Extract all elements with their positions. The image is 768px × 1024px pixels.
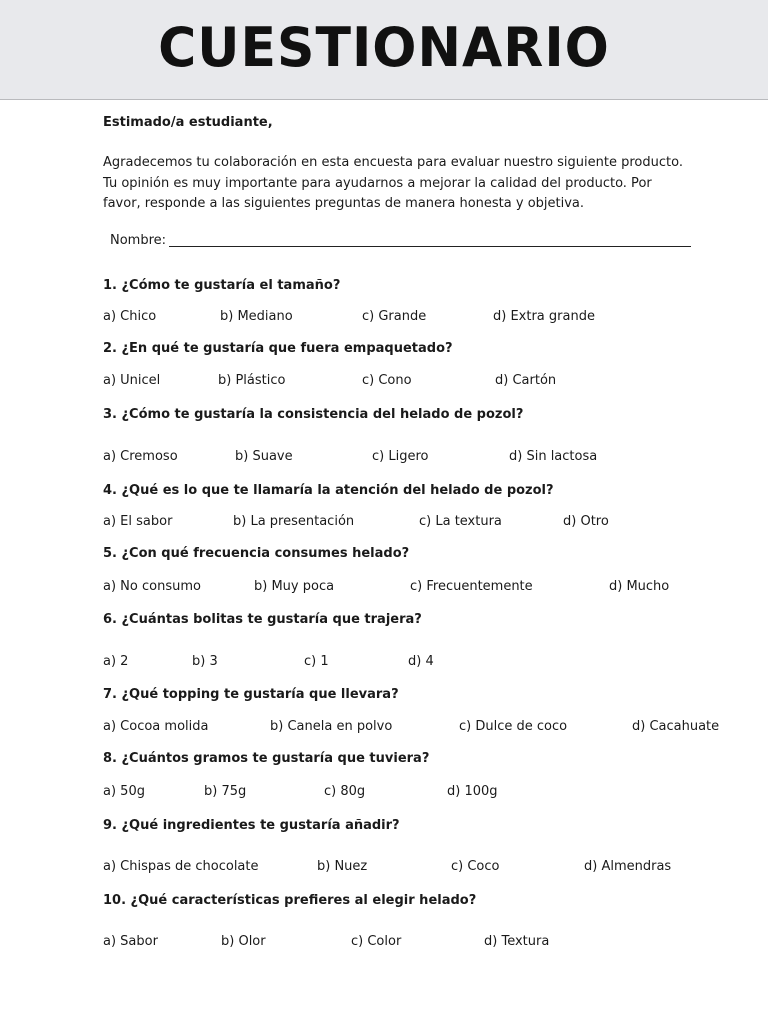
option-5d[interactable]: d) Mucho	[609, 579, 670, 594]
option-2c[interactable]: c) Cono	[362, 373, 412, 388]
option-8b[interactable]: b) 75g	[204, 784, 247, 799]
question-1: 1. ¿Cómo te gustaría el tamaño?	[103, 278, 341, 293]
option-4c[interactable]: c) La textura	[419, 514, 502, 529]
option-6d[interactable]: d) 4	[408, 654, 434, 669]
option-10b[interactable]: b) Olor	[221, 934, 266, 949]
option-7d[interactable]: d) Cacahuate	[632, 719, 720, 734]
option-10c[interactable]: c) Color	[351, 934, 402, 949]
option-3b[interactable]: b) Suave	[235, 449, 293, 464]
option-6a[interactable]: a) 2	[103, 654, 129, 669]
greeting: Estimado/a estudiante,	[103, 115, 273, 130]
option-1a[interactable]: a) Chico	[103, 309, 157, 324]
question-6: 6. ¿Cuántas bolitas te gustaría que trajera?	[103, 612, 422, 627]
question-8: 8. ¿Cuántos gramos te gustaría que tuviera?	[103, 751, 430, 766]
page-title: CUESTIONARIO	[158, 16, 610, 80]
header-banner	[0, 0, 768, 100]
option-5b[interactable]: b) Muy poca	[254, 579, 335, 594]
option-1c[interactable]: c) Grande	[362, 309, 427, 324]
option-2d[interactable]: d) Cartón	[495, 373, 557, 388]
option-1b[interactable]: b) Mediano	[220, 309, 293, 324]
option-3c[interactable]: c) Ligero	[372, 449, 429, 464]
option-4d[interactable]: d) Otro	[563, 514, 609, 529]
option-4a[interactable]: a) El sabor	[103, 514, 173, 529]
option-9d[interactable]: d) Almendras	[584, 859, 672, 874]
option-3d[interactable]: d) Sin lactosa	[509, 449, 598, 464]
option-10a[interactable]: a) Sabor	[103, 934, 158, 949]
option-5a[interactable]: a) No consumo	[103, 579, 201, 594]
question-4: 4. ¿Qué es lo que te llamaría la atención del helado de pozol?	[103, 483, 554, 498]
option-2b[interactable]: b) Plástico	[218, 373, 286, 388]
option-7a[interactable]: a) Cocoa molida	[103, 719, 209, 734]
option-7b[interactable]: b) Canela en polvo	[270, 719, 393, 734]
option-8d[interactable]: d) 100g	[447, 784, 498, 799]
option-9c[interactable]: c) Coco	[451, 859, 500, 874]
name-label: Nombre:	[110, 233, 167, 248]
name-field[interactable]	[169, 246, 691, 247]
intro-paragraph: Agradecemos tu colaboración en esta encuesta para evaluar nuestro siguiente producto. Tu opinión es muy importante para ayudarnos a mejorar la calidad del producto. Por favor, responde a las siguientes preguntas de manera honesta y objetiva.	[103, 155, 683, 211]
option-4b[interactable]: b) La presentación	[233, 514, 355, 529]
question-7: 7. ¿Qué topping te gustaría que llevara?	[103, 687, 399, 702]
question-2: 2. ¿En qué te gustaría que fuera empaquetado?	[103, 341, 453, 356]
option-6c[interactable]: c) 1	[304, 654, 329, 669]
question-5: 5. ¿Con qué frecuencia consumes helado?	[103, 546, 410, 561]
option-8c[interactable]: c) 80g	[324, 784, 366, 799]
option-8a[interactable]: a) 50g	[103, 784, 145, 799]
option-1d[interactable]: d) Extra grande	[493, 309, 595, 324]
option-10d[interactable]: d) Textura	[484, 934, 550, 949]
option-9a[interactable]: a) Chispas de chocolate	[103, 859, 259, 874]
option-2a[interactable]: a) Unicel	[103, 373, 161, 388]
question-9: 9. ¿Qué ingredientes te gustaría añadir?	[103, 818, 400, 833]
option-5c[interactable]: c) Frecuentemente	[410, 579, 533, 594]
option-3a[interactable]: a) Cremoso	[103, 449, 178, 464]
option-6b[interactable]: b) 3	[192, 654, 218, 669]
question-3: 3. ¿Cómo te gustaría la consistencia del helado de pozol?	[103, 407, 524, 422]
option-9b[interactable]: b) Nuez	[317, 859, 368, 874]
question-10: 10. ¿Qué características prefieres al elegir helado?	[103, 893, 477, 908]
option-7c[interactable]: c) Dulce de coco	[459, 719, 568, 734]
